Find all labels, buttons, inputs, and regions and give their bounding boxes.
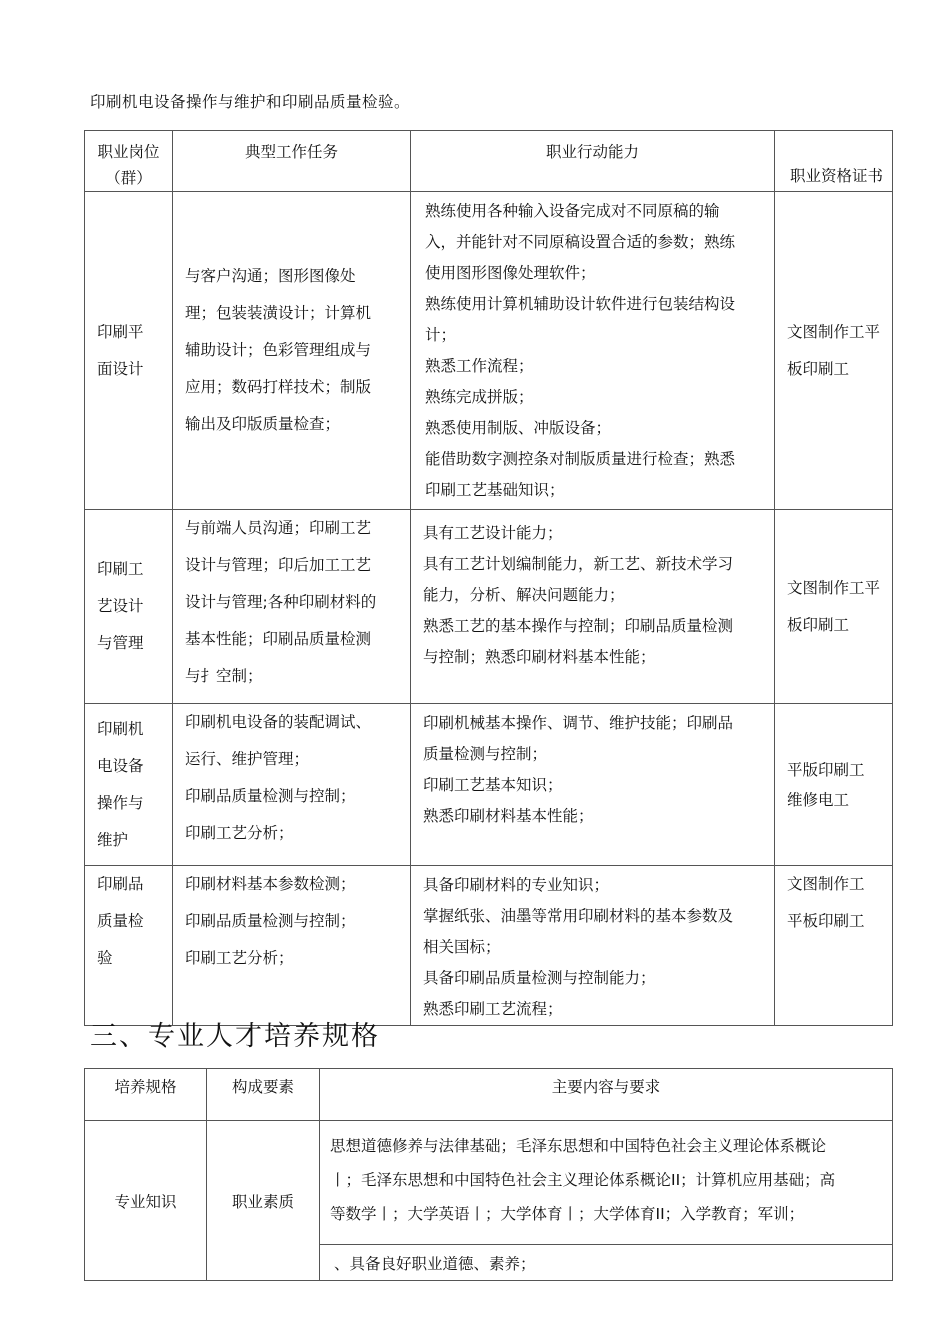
row3-ability: 印刷机械基本操作、调节、维护技能；印刷品 质量检测与控制； 印刷工艺基本知识； 熟悉印刷材料基本性能； <box>411 704 775 866</box>
row3-cert: 平版印刷工 维修电工 <box>775 704 893 866</box>
header-post-line1: 职业岗位 <box>97 143 160 161</box>
table-row <box>85 192 893 510</box>
section-title: 三、专业人才培养规格 <box>90 1021 380 1052</box>
table-header-row <box>85 1069 893 1121</box>
content-2-text: 、具备良好职业道德、素养； <box>334 1254 536 1273</box>
spec-cell: 专业知识 <box>85 1121 207 1281</box>
table-row <box>85 1121 893 1245</box>
header-element: 构成要素 <box>207 1069 320 1121</box>
header-post <box>85 131 173 192</box>
header-cert <box>775 131 893 192</box>
row1-ability: 熟练使用各种输入设备完成对不同原稿的输 入，并能针对不同原稿设置合适的参数；熟练 使用图形图像处理软件； 熟练使用计算机辅助设计软件进行包装结构设 计； 熟悉工作流程； 熟练完成拼版； 熟悉使用制版、冲版设备； 能借助数字测控条对制版质量进行检查；熟悉 印刷工艺基础知识； <box>411 192 775 510</box>
table-row <box>85 704 893 866</box>
content-cell-2 <box>320 1245 893 1281</box>
header-cert-label: 职业资格证书 <box>789 167 883 185</box>
row1-post: 印刷平 面设计 <box>85 192 173 510</box>
header-content: 主要内容与要求 <box>320 1069 893 1121</box>
table-row <box>85 510 893 704</box>
row1-task: 与客户沟通；图形图像处 理；包装装潢设计；计算机 辅助设计；色彩管理组成与 应用；数码打样技术；制版 输出及印版质量检查； <box>173 192 411 510</box>
header-post-line2: （群） <box>105 169 152 187</box>
row3-post: 印刷机 电设备 操作与 维护 <box>85 704 173 866</box>
job-ability-table <box>84 130 893 1026</box>
row2-ability: 具有工艺设计能力； 具有工艺计划编制能力，新工艺、新技术学习 能力，分析、解决问题能力； 熟悉工艺的基本操作与控制；印刷品质量检测 与控制；熟悉印刷材料基本性能； <box>411 510 775 704</box>
row1-cert: 文图制作工平 板印刷工 <box>775 192 893 510</box>
table-row <box>85 866 893 1026</box>
intro-text: 印刷机电设备操作与维护和印刷品质量检验。 <box>90 93 411 111</box>
row3-task: 印刷机电设备的装配调试、 运行、维护管理； 印刷品质量检测与控制； 印刷工艺分析； <box>173 704 411 866</box>
row4-post: 印刷品 质量检 验 <box>85 866 173 1026</box>
element-cell: 职业素质 <box>207 1121 320 1281</box>
row2-post: 印刷工 艺设计 与管理 <box>85 510 173 704</box>
row2-cert: 文图制作工平 板印刷工 <box>775 510 893 704</box>
content-cell-1: 思想道德修养与法律基础；毛泽东思想和中国特色社会主义理论体系概论 丨；毛泽东思想和中国特色社会主义理论体系概论II；计算机应用基础；高 等数学丨；大学英语丨；大学体育丨；大学体育II；入学教育；军训； <box>320 1121 893 1245</box>
header-ability: 职业行动能力 <box>411 131 775 192</box>
header-task: 典型工作任务 <box>173 131 411 192</box>
row4-task: 印刷材料基本参数检测； 印刷品质量检测与控制； 印刷工艺分析； <box>173 866 411 1026</box>
row4-cert: 文图制作工 平板印刷工 <box>775 866 893 1026</box>
table-header-row <box>85 131 893 192</box>
row4-ability: 具备印刷材料的专业知识； 掌握纸张、油墨等常用印刷材料的基本参数及 相关国标； 具备印刷品质量检测与控制能力； 熟悉印刷工艺流程； <box>411 866 775 1026</box>
row2-task: 与前端人员沟通；印刷工艺 设计与管理；印后加工工艺 设计与管理;各种印刷材料的 基本性能；印刷品质量检测 与扌空制； <box>173 510 411 704</box>
header-spec: 培养规格 <box>85 1069 207 1121</box>
training-spec-table <box>84 1068 893 1281</box>
